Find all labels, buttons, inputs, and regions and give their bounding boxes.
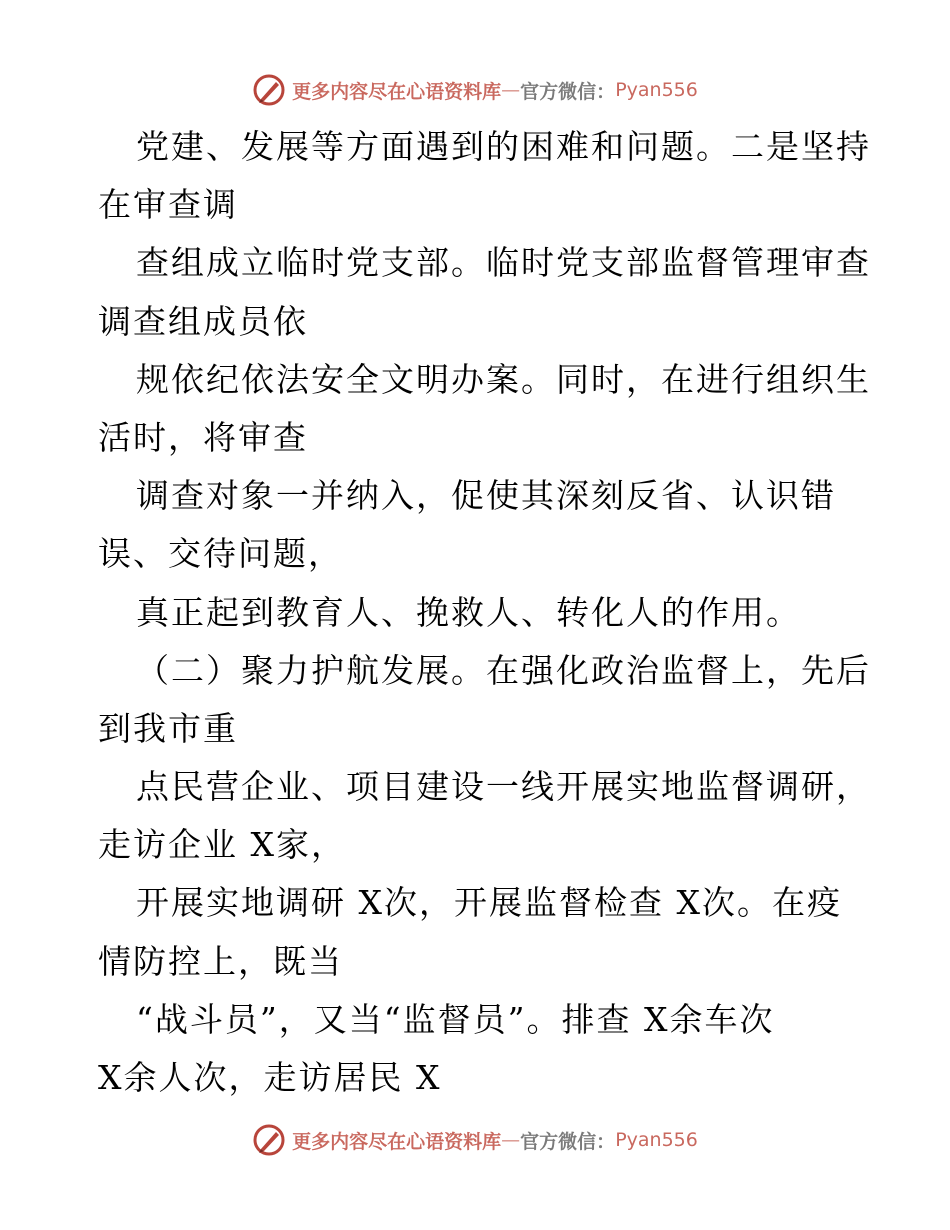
- document-body: [98, 118, 898, 1107]
- text-line: 查组成立临时党支部。临时党支部监督管理审查: [136, 243, 871, 283]
- text-line: X余人次，走访居民 X: [98, 1058, 442, 1097]
- footer-banner: [0, 1120, 950, 1160]
- quill-logo-icon: [252, 1123, 286, 1157]
- text-line: 点民营企业、项目建设一线开展实地监督调研，: [136, 767, 871, 807]
- text-line: 真正起到教育人、挽救人、转化人的作用。: [136, 592, 801, 632]
- text-line: （二）聚力护航发展。在强化政治监督上，先后: [136, 650, 871, 690]
- text-line: 在审查调: [98, 185, 238, 225]
- quill-logo-icon: [252, 73, 286, 107]
- text-line: 调查对象一并纳入，促使其深刻反省、认识错: [136, 476, 836, 516]
- text-line: 党建、发展等方面遇到的困难和问题。二是坚持: [136, 127, 871, 166]
- header-banner: [0, 70, 950, 110]
- text-line: 到我市重: [98, 708, 238, 748]
- text-line: 走访企业 X家，: [98, 825, 346, 865]
- text-line: “战斗员”，又当“监督员”。排查 X余车次: [136, 999, 775, 1039]
- text-line: 情防控上，既当: [98, 941, 343, 981]
- text-line: 规依纪依法安全文明办案。同时，在进行组织生: [136, 359, 871, 399]
- banner-wechat-id: Pyan556: [615, 1129, 698, 1151]
- banner-text: 更多内容尽在心语资料库: [292, 1130, 502, 1153]
- banner-label: 官方微信：: [520, 80, 616, 103]
- banner-wechat-id: Pyan556: [615, 79, 698, 101]
- text-line: 活时，将审查: [98, 417, 308, 457]
- banner-dash: —: [501, 1129, 521, 1151]
- banner-label: 官方微信：: [520, 1130, 616, 1153]
- banner-dash: —: [501, 79, 521, 101]
- text-line: 误、交待问题，: [98, 534, 343, 574]
- banner-text: 更多内容尽在心语资料库: [292, 80, 502, 103]
- text-line: 调查组成员依: [98, 301, 308, 341]
- text-line: 开展实地调研 X次，开展监督检查 X次。在疫: [136, 883, 842, 923]
